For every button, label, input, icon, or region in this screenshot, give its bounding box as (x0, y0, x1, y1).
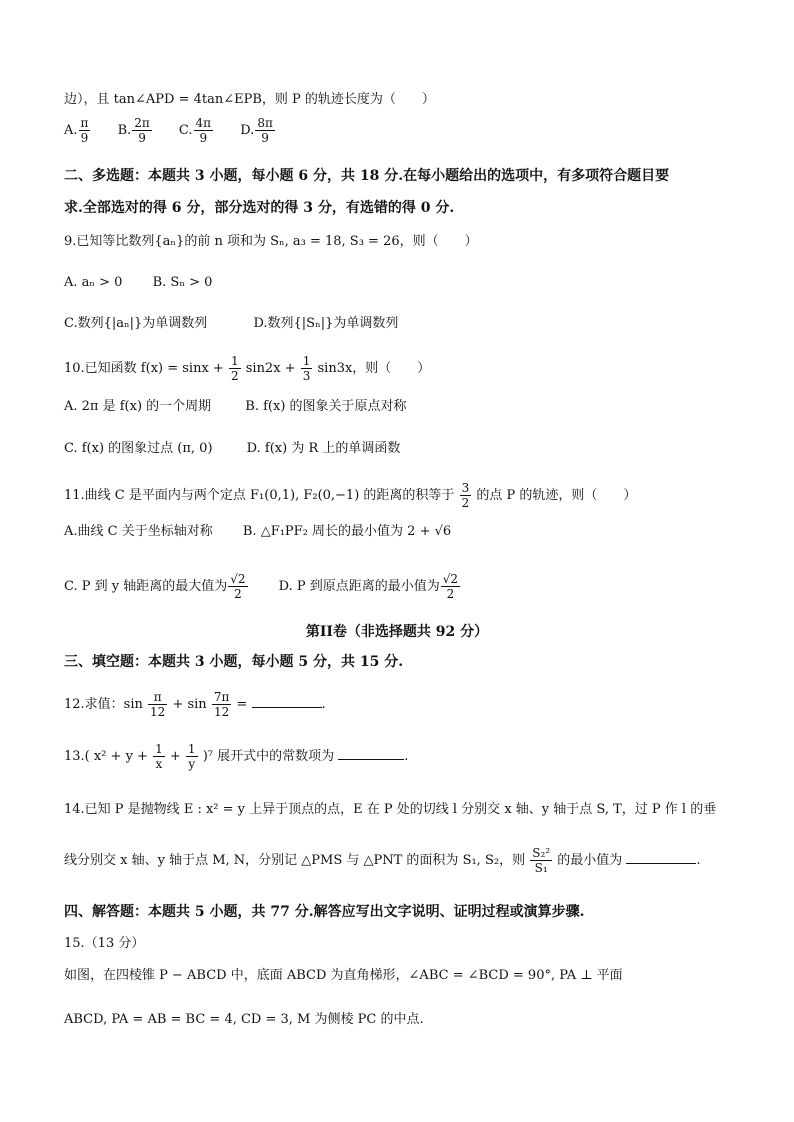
q11-option-b: B. △F₁PF₂ 周长的最小值为 2 + √6 (242, 524, 452, 539)
q14-answer-blank[interactable] (626, 851, 696, 864)
q12-answer-blank[interactable] (252, 695, 322, 708)
section2-heading-line2: 求.全部选对的得 6 分，部分选对的得 3 分，有选错的得 0 分. (64, 200, 455, 216)
q8-option-b: B. $\frac{2\pi}{9}$ (117, 116, 150, 145)
q11-option-d: D. P 到原点距离的最小值为 $\frac{√2}{2}$ (278, 572, 459, 601)
q11-option-a: A.曲线 C 关于坐标轴对称 (64, 524, 213, 539)
q11-options-ab (64, 522, 754, 542)
q10-option-a: A. 2π 是 f(x) 的一个周期 (64, 399, 212, 414)
q10-option-d: D. f(x) 为 R 上的单调函数 (246, 441, 401, 456)
part2-title: 第II卷（非选择题共 92 分） (305, 624, 489, 640)
q10-option-c: C. f(x) 的图象过点 (π, 0) (64, 441, 213, 456)
q11-stem: 11.曲线 C 是平面内与两个定点 F₁(0,1), F₂(0,−1) 的距离的积等于 $\frac{3}{2}$ 的点 P 的轨迹，则（ ） (64, 481, 637, 510)
q13: 13.( x² + y + $\frac{1}{x}$ + $\frac{1}{y}$ )⁷ 展开式中的常数项为 . (64, 742, 409, 771)
q14-line2: 线分别交 x 轴、y 轴于点 M, N，分别记 △PMS 与 △PNT 的面积为 S₁, S₂，则 $\frac{\text{S₂²}}{\text{S₁}}$ 的最小值为 . (64, 846, 701, 875)
q13-answer-blank[interactable] (338, 747, 404, 760)
q9-option-c: C.数列{|aₙ|}为单调数列 (64, 316, 208, 331)
q9-options-ab (64, 273, 754, 293)
q15-line1: 如图，在四棱锥 P − ABCD 中，底面 ABCD 为直角梯形，∠ABC = ∠BCD = 90°, PA ⊥ 平面 (64, 968, 623, 983)
section3-heading: 三、填空题：本题共 3 小题，每小题 5 分，共 15 分. (64, 654, 404, 670)
q8-options (64, 116, 754, 145)
q9-option-d: D.数列{|Sₙ|}为单调数列 (253, 316, 399, 331)
q12: 12.求值：sin $\frac{\pi}{12}$ + sin $\frac{7\pi}{12}$ = . (64, 690, 326, 719)
q10-options-ab (64, 397, 754, 417)
q9-stem: 9.已知等比数列{aₙ}的前 n 项和为 Sₙ, a₃ = 18, S₃ = 26，则（ ） (64, 234, 478, 249)
q8-option-c: C. $\frac{4\pi}{9}$ (178, 116, 212, 145)
q8-option-a: A. $\frac{\pi}{9}$ (64, 116, 89, 145)
section2-heading-line1: 二、多选题：本题共 3 小题，每小题 6 分，共 18 分.在每小题给出的选项中，有多项符合题目要 (64, 168, 670, 184)
q11-option-c: C. P 到 y 轴距离的最大值为 $\frac{√2}{2}$ (64, 572, 246, 601)
q15-line2: ABCD, PA = AB = BC = 4, CD = 3, M 为侧棱 PC 的中点. (64, 1012, 424, 1027)
q10-stem: 10.已知函数 f(x) = sinx + $\frac{1}{2}$ sin2x + $\frac{1}{3}$ sin3x，则（ ） (64, 354, 431, 383)
q14-line1: 14.已知 P 是抛物线 E : x² = y 上异于顶点的点，E 在 P 处的切线 l 分别交 x 轴、y 轴于点 S, T，过 P 作 l 的垂 (64, 802, 717, 817)
q9-option-b: B. Sₙ > 0 (152, 275, 213, 290)
q8-stem: 边），且 tan∠APD = 4tan∠EPB，则 P 的轨迹长度为（ ） (64, 92, 435, 107)
q10-option-b: B. f(x) 的图象关于原点对称 (245, 399, 407, 414)
q15-header: 15.（13 分） (64, 936, 145, 951)
q11-options-cd (64, 572, 754, 601)
q10-options-cd (64, 439, 754, 459)
q8-option-d: D. $\frac{8\pi}{9}$ (240, 116, 273, 145)
section4-heading: 四、解答题：本题共 5 小题，共 77 分.解答应写出文字说明、证明过程或演算步骤. (64, 904, 585, 920)
q9-options-cd (64, 314, 754, 334)
q9-option-a: A. aₙ > 0 (64, 275, 123, 290)
